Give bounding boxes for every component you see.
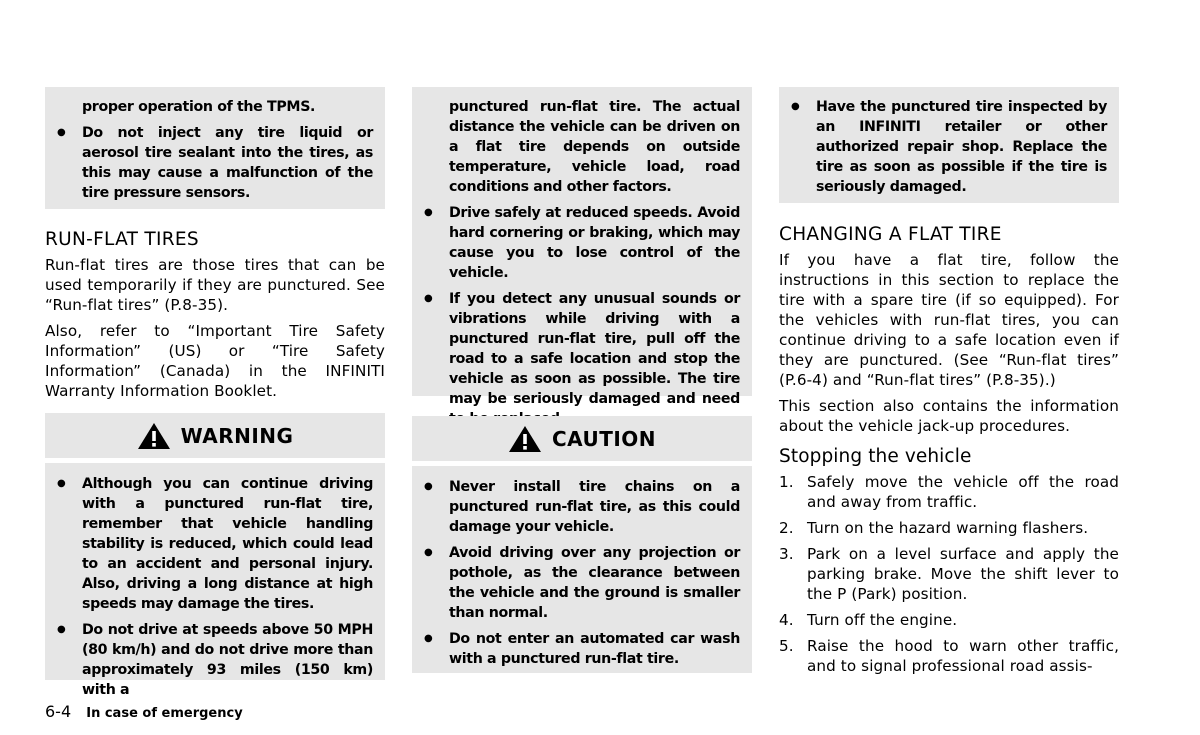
step-text: Safely move the vehicle off the road and away from traffic. (807, 473, 1119, 511)
warning-box (45, 463, 385, 698)
changing-flat-tire-paragraph-1: If you have a flat tire, follow the instructions in this section to replace the tire with a spare tire (if so equipped). For the vehicles with run-flat tires, you can continue driving to a safe location even if they are punctured. (See “Run-flat tires” (P.6-4) and “Run-flat tires” (P.8-35).) (779, 251, 1119, 389)
col2-warning-continued-box (412, 87, 752, 407)
list-item: ● Drive safely at reduced speeds. Avoid hard cornering or braking, which may cause you to lose control of the vehicle. (412, 203, 740, 283)
step-number: 3. (779, 545, 794, 563)
step-number: 1. (779, 473, 794, 491)
col2-continued-text: punctured run-flat tire. The actual distance the vehicle can be driven on a flat tire depends on outside temperature, vehicle load, road conditions and other factors. (449, 99, 740, 195)
step-text: Turn on the hazard warning flashers. (807, 519, 1089, 537)
list-item: ● Never install tire chains on a punctured run-flat tire, as this could damage your vehicle. (412, 477, 740, 537)
list-item (779, 472, 1119, 512)
run-flat-section (45, 229, 385, 407)
list-item: ● Do not enter an automated car wash with a punctured run-flat tire. (412, 629, 740, 669)
warning-banner (45, 413, 385, 458)
col3-warning-continued-box (779, 87, 1119, 203)
list-item: ● Although you can continue driving with a punctured run-flat tire, remember that vehicle handling stability is reduced, which could lead to an accident and personal injury. Also, driving a long distance at high speeds may damage the tires. (45, 474, 373, 614)
run-flat-paragraph-2: Also, refer to “Important Tire Safety Information” (US) or “Tire Safety Information” (Canada) in the INFINITI Warranty Information Booklet. (45, 322, 385, 400)
step-text: Raise the hood to warn other traffic, and to signal professional road assis- (807, 637, 1119, 675)
step-number: 5. (779, 637, 794, 655)
caution-box (412, 466, 752, 673)
steps-list (779, 472, 1119, 676)
caution-banner (412, 416, 752, 461)
step-text: Turn off the engine. (807, 611, 958, 629)
caution-label: CAUTION (551, 426, 657, 451)
changing-flat-tire-section (779, 224, 1119, 682)
col1-continued-text: proper operation of the TPMS. (82, 99, 316, 115)
section-heading-changing-flat-tire: CHANGING A FLAT TIRE (779, 224, 1002, 245)
section-title: In case of emergency (86, 706, 243, 721)
list-item: ● Do not drive at speeds above 50 MPH (80 km/h) and do not drive more than approximately 93 miles (150 km) with a (45, 620, 373, 700)
step-number: 2. (779, 519, 794, 537)
list-item: ● Avoid driving over any projection or pothole, as the clearance between the vehicle and the ground is smaller than normal. (412, 543, 740, 623)
warning-triangle-icon (508, 425, 542, 453)
step-number: 4. (779, 611, 794, 629)
page-footer (45, 702, 243, 721)
list-item: ● Do not inject any tire liquid or aerosol tire sealant into the tires, as this may cause a malfunction of the tire pressure sensors. (45, 123, 373, 203)
list-item (779, 544, 1119, 604)
list-item: ● If you detect any unusual sounds or vibrations while driving with a punctured run-flat tire, pull off the road to a safe location and stop the vehicle as soon as possible. The tire may be seriously damaged and need (412, 289, 740, 429)
step-text: Park on a level surface and apply the parking brake. Move the shift lever to the P (Park) position. (807, 545, 1119, 603)
list-item (779, 636, 1119, 676)
list-item: ● Have the punctured tire inspected by an INFINITI retailer or other authorized repair shop. Replace the tire as soon as possible if the tire is seriously damaged. (779, 97, 1107, 197)
list-item (779, 518, 1119, 538)
warning-triangle-icon (137, 422, 171, 450)
section-heading-run-flat: RUN-FLAT TIRES (45, 229, 199, 250)
subheading-stopping-vehicle: Stopping the vehicle (779, 446, 972, 467)
changing-flat-tire-paragraph-2: This section also contains the information about the vehicle jack-up procedures. (779, 397, 1119, 435)
page-number: 6-4 (45, 702, 72, 721)
warning-label: WARNING (180, 423, 294, 448)
run-flat-paragraph-1: Run-flat tires are those tires that can be used temporarily if they are punctured. See “Run-flat tires” (P.8-35). (45, 256, 385, 314)
list-item (779, 610, 1119, 630)
col1-note-box (45, 87, 385, 209)
